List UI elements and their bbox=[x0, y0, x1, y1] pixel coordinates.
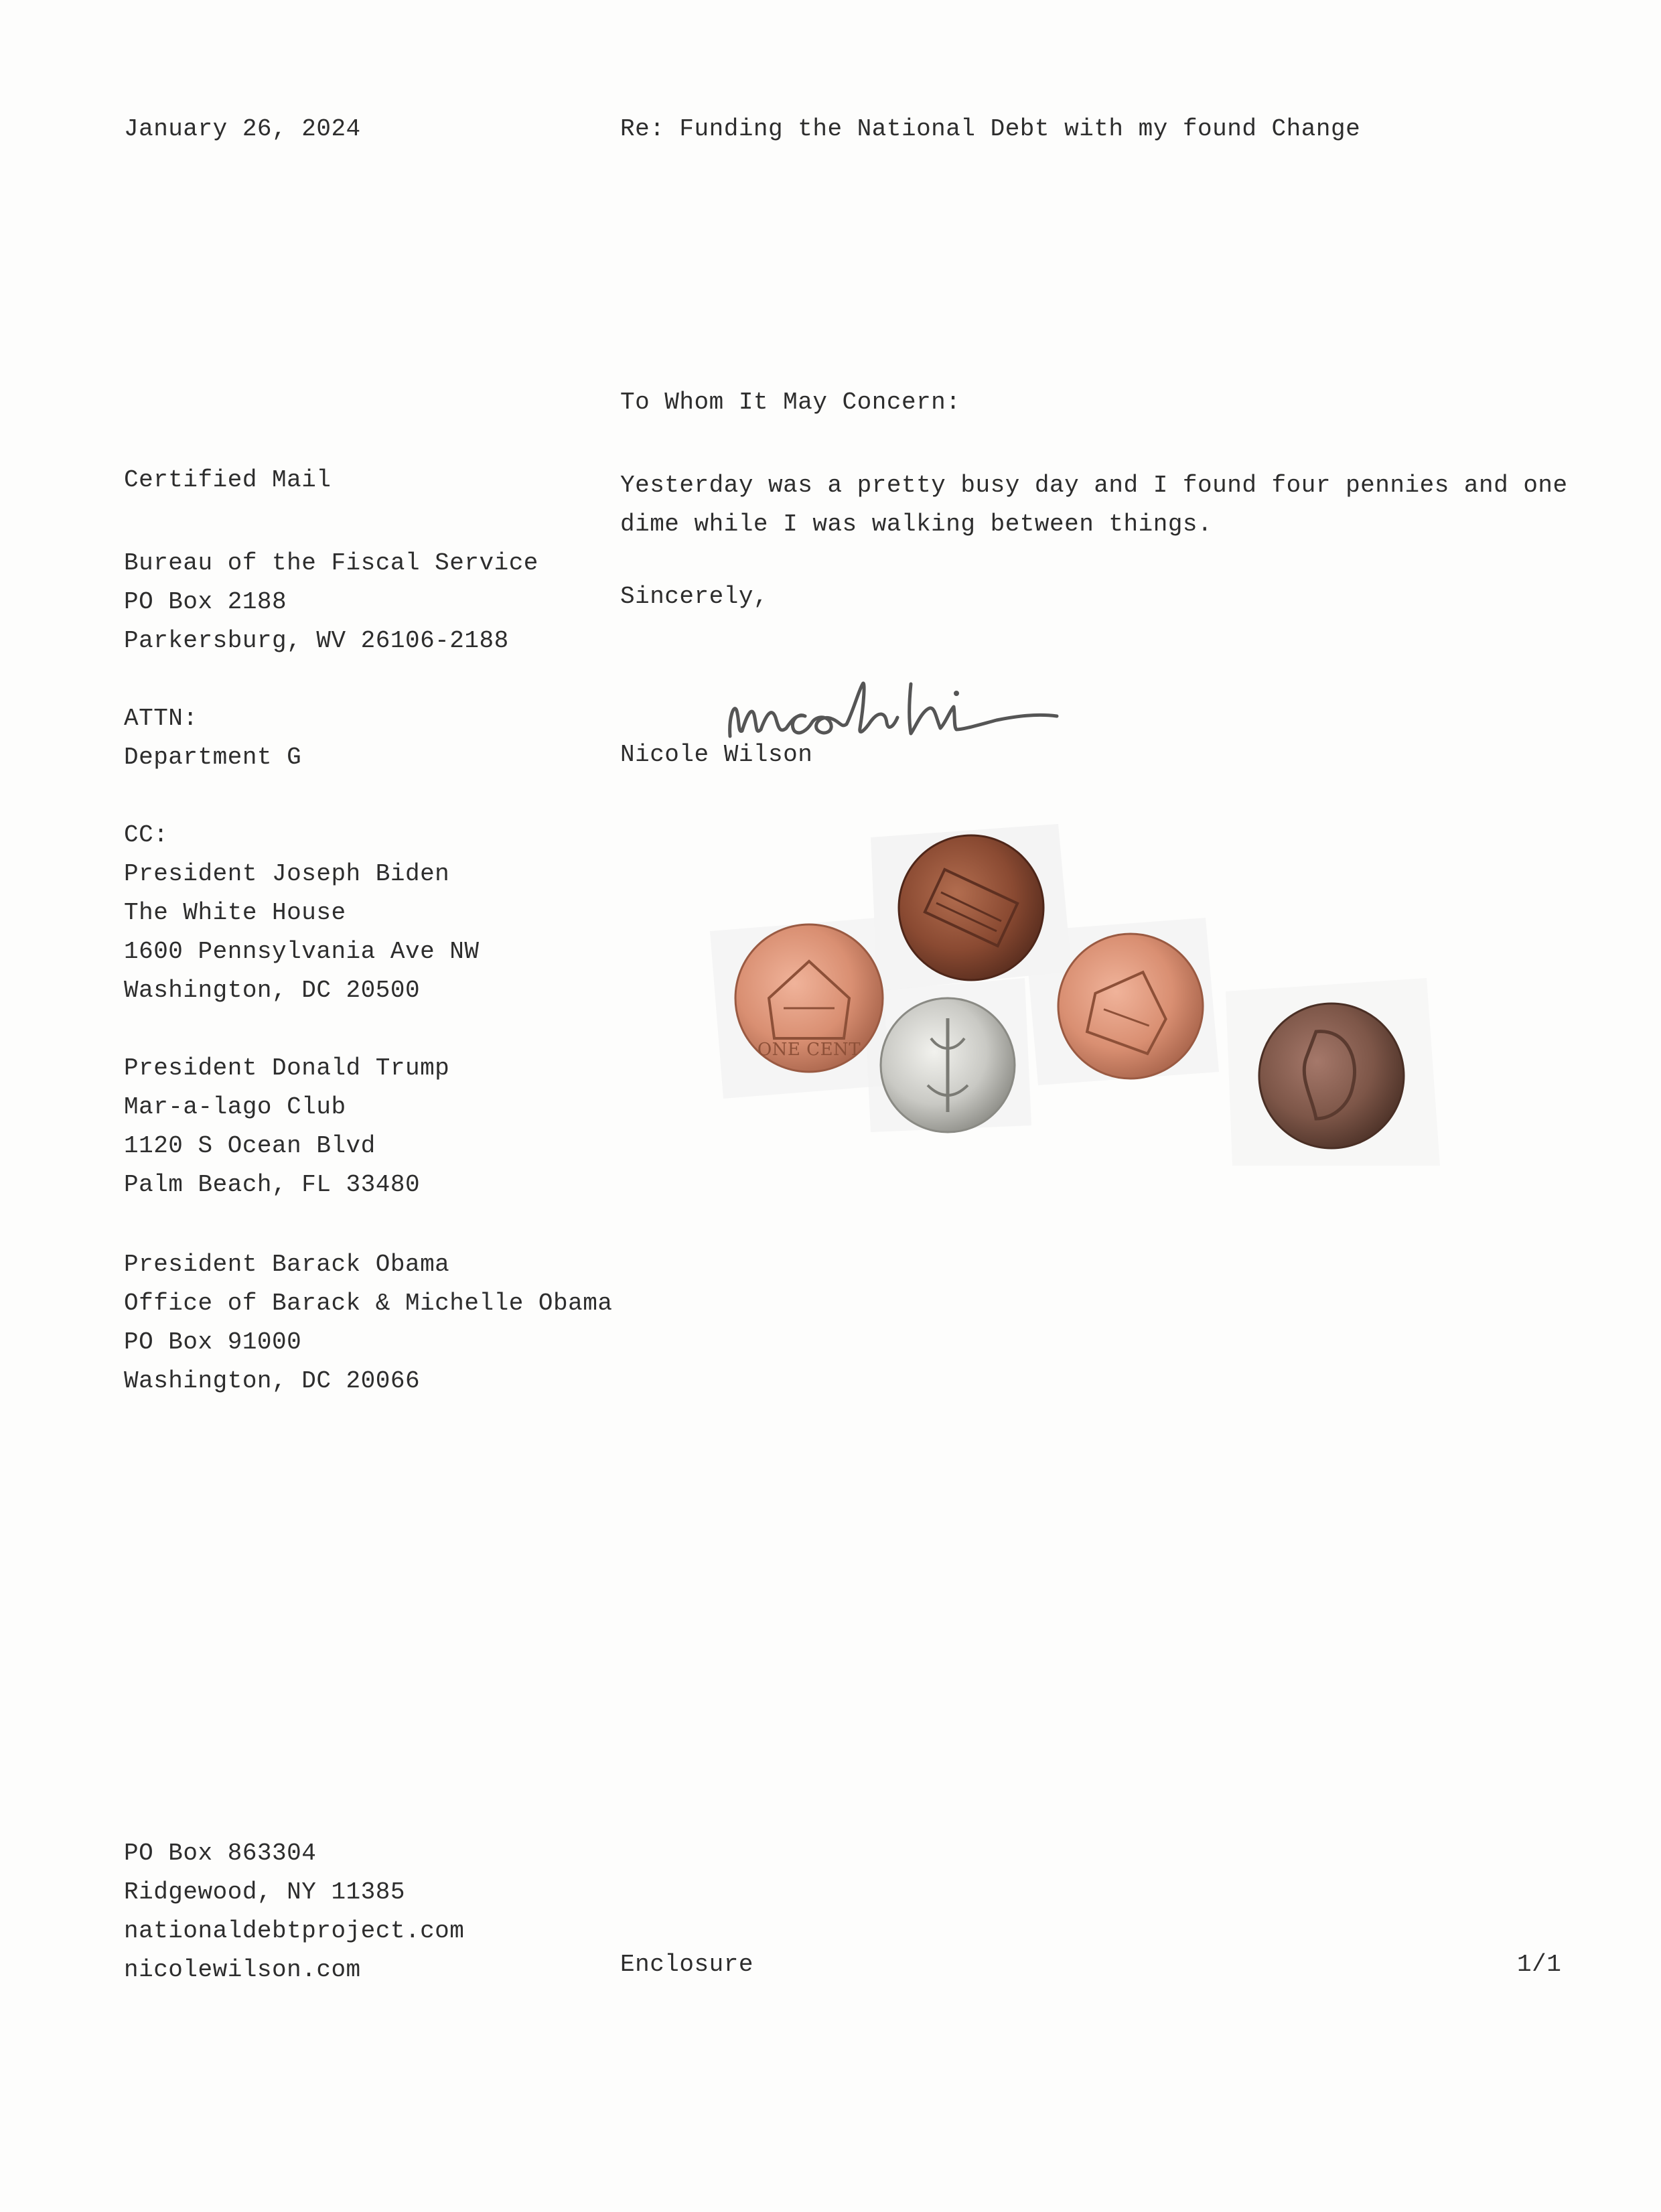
cc-line: Office of Barack & Michelle Obama bbox=[124, 1290, 613, 1317]
salutation: To Whom It May Concern: bbox=[620, 389, 961, 416]
penny-coin bbox=[1259, 1004, 1404, 1148]
penny-coin bbox=[1058, 934, 1203, 1079]
dime-coin bbox=[881, 998, 1015, 1132]
enclosed-coins bbox=[710, 817, 1447, 1192]
cc-block-biden bbox=[124, 816, 479, 1010]
address-line: Parkersburg, WV 26106-2188 bbox=[124, 627, 509, 654]
penny-coin bbox=[735, 924, 883, 1072]
signature-stroke bbox=[730, 683, 1057, 736]
letter-subject: Re: Funding the National Debt with my found Change bbox=[620, 115, 1361, 143]
cc-line: 1600 Pennsylvania Ave NW bbox=[124, 938, 480, 965]
sender-line: PO Box 863304 bbox=[124, 1840, 317, 1867]
cc-line: PO Box 91000 bbox=[124, 1328, 302, 1356]
mail-type: Certified Mail bbox=[124, 466, 332, 494]
sender-website: nationaldebtproject.com bbox=[124, 1917, 465, 1945]
cc-block-trump bbox=[124, 1049, 449, 1204]
coins-image bbox=[710, 817, 1447, 1192]
cc-block-obama bbox=[124, 1245, 612, 1401]
cc-label: CC: bbox=[124, 821, 169, 849]
handwritten-signature bbox=[663, 636, 1070, 792]
closing: Sincerely, bbox=[620, 583, 769, 610]
cc-line: Washington, DC 20066 bbox=[124, 1367, 421, 1395]
attn-department: Department G bbox=[124, 744, 302, 771]
sender-address bbox=[124, 1834, 464, 1990]
address-line: Bureau of the Fiscal Service bbox=[124, 549, 538, 577]
attn-label: ATTN: bbox=[124, 705, 198, 732]
penny-coin bbox=[899, 835, 1043, 980]
cc-line: Palm Beach, FL 33480 bbox=[124, 1171, 421, 1198]
coin-text: ONE CENT bbox=[757, 1040, 861, 1060]
body-line: dime while I was walking between things. bbox=[620, 510, 1213, 538]
signature-dot bbox=[954, 691, 959, 696]
body-line: Yesterday was a pretty busy day and I found four pennies and one bbox=[620, 472, 1568, 499]
cc-line: The White House bbox=[124, 899, 346, 926]
attention-block bbox=[124, 699, 301, 777]
letter-date: January 26, 2024 bbox=[124, 115, 361, 143]
cc-line: President Donald Trump bbox=[124, 1054, 450, 1082]
enclosure-note: Enclosure bbox=[620, 1951, 753, 1978]
page-number: 1/1 bbox=[1517, 1951, 1562, 1978]
cc-line: President Barack Obama bbox=[124, 1251, 450, 1278]
address-line: PO Box 2188 bbox=[124, 588, 287, 616]
sender-line: Ridgewood, NY 11385 bbox=[124, 1878, 405, 1906]
cc-line: President Joseph Biden bbox=[124, 860, 450, 888]
letter-body bbox=[620, 466, 1568, 544]
signer-name: Nicole Wilson bbox=[620, 741, 813, 768]
cc-line: Mar-a-lago Club bbox=[124, 1093, 346, 1121]
recipient-address-bureau bbox=[124, 544, 538, 661]
cc-line: Washington, DC 20500 bbox=[124, 977, 421, 1004]
cc-line: 1120 S Ocean Blvd bbox=[124, 1132, 376, 1160]
sender-website: nicolewilson.com bbox=[124, 1956, 361, 1984]
